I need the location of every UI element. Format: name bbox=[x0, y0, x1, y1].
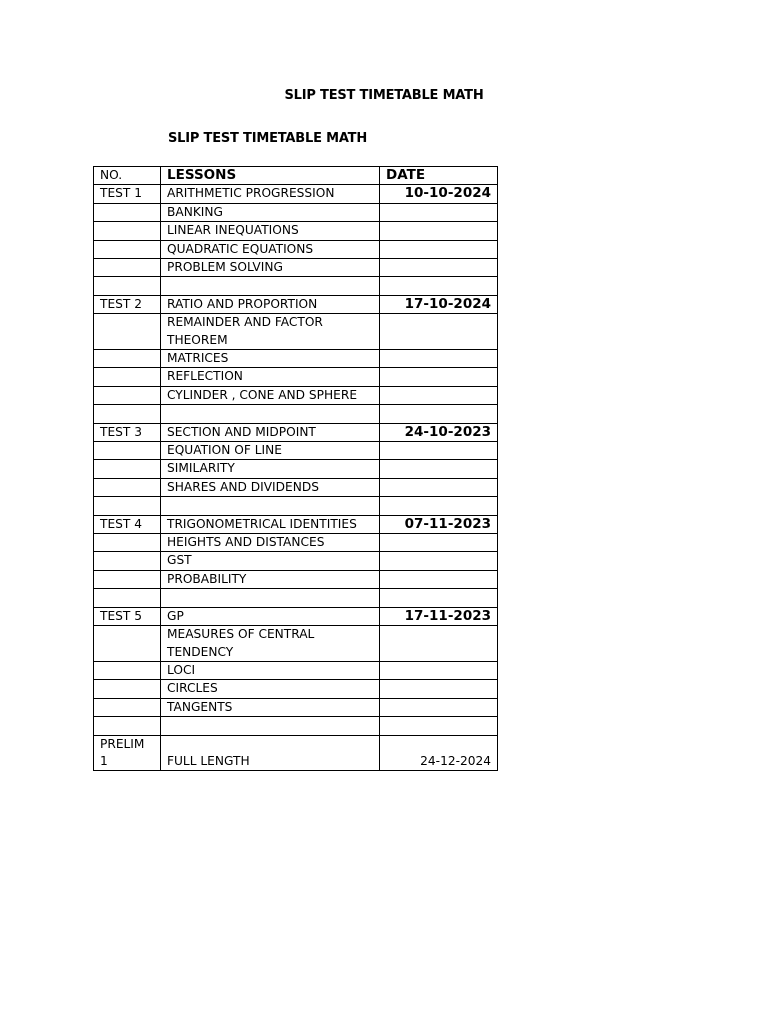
test-number bbox=[94, 570, 161, 588]
lesson-name: CYLINDER , CONE AND SPHERE bbox=[161, 386, 380, 404]
table-row bbox=[94, 570, 498, 588]
lesson-name: MEASURES OF CENTRAL TENDENCY bbox=[161, 626, 380, 662]
test-date bbox=[380, 497, 498, 515]
test-number: TEST 4 bbox=[94, 515, 161, 533]
lesson-name: HEIGHTS AND DISTANCES bbox=[161, 534, 380, 552]
table-row bbox=[94, 405, 498, 423]
test-date bbox=[380, 442, 498, 460]
test-date bbox=[380, 661, 498, 679]
test-date bbox=[380, 259, 498, 277]
table-row bbox=[94, 534, 498, 552]
test-date bbox=[380, 460, 498, 478]
test-number bbox=[94, 277, 161, 295]
test-number bbox=[94, 314, 161, 350]
test-date bbox=[380, 405, 498, 423]
test-number bbox=[94, 534, 161, 552]
test-date bbox=[380, 680, 498, 698]
table-row bbox=[94, 552, 498, 570]
test-date bbox=[380, 534, 498, 552]
lesson-name: FULL LENGTH bbox=[161, 735, 380, 771]
table-row bbox=[94, 442, 498, 460]
table-row bbox=[94, 698, 498, 716]
table-row bbox=[94, 661, 498, 679]
test-number bbox=[94, 442, 161, 460]
test-number: PRELIM 1 bbox=[94, 735, 161, 771]
test-number bbox=[94, 222, 161, 240]
lesson-name: ARITHMETIC PROGRESSION bbox=[161, 185, 380, 203]
lesson-name bbox=[161, 589, 380, 607]
test-number bbox=[94, 460, 161, 478]
table-row bbox=[94, 295, 498, 313]
test-date bbox=[380, 350, 498, 368]
test-date bbox=[380, 552, 498, 570]
test-date bbox=[380, 386, 498, 404]
table-row bbox=[94, 497, 498, 515]
test-date bbox=[380, 314, 498, 350]
test-number: TEST 1 bbox=[94, 185, 161, 203]
lesson-name bbox=[161, 405, 380, 423]
table-row bbox=[94, 185, 498, 203]
lesson-name: SHARES AND DIVIDENDS bbox=[161, 478, 380, 496]
test-date bbox=[380, 277, 498, 295]
table-header-row bbox=[94, 167, 498, 185]
header-no: NO. bbox=[94, 167, 161, 185]
table-row bbox=[94, 222, 498, 240]
test-number bbox=[94, 626, 161, 662]
test-date bbox=[380, 203, 498, 221]
table-row bbox=[94, 478, 498, 496]
lesson-name: EQUATION OF LINE bbox=[161, 442, 380, 460]
test-date: 17-11-2023 bbox=[380, 607, 498, 625]
test-date: 10-10-2024 bbox=[380, 185, 498, 203]
test-date bbox=[380, 589, 498, 607]
lesson-name: REMAINDER AND FACTOR THEOREM bbox=[161, 314, 380, 350]
test-date bbox=[380, 570, 498, 588]
test-number: TEST 5 bbox=[94, 607, 161, 625]
table-row bbox=[94, 423, 498, 441]
test-number bbox=[94, 698, 161, 716]
table-row bbox=[94, 626, 498, 662]
test-date: 17-10-2024 bbox=[380, 295, 498, 313]
table-row bbox=[94, 240, 498, 258]
test-date bbox=[380, 368, 498, 386]
table-row bbox=[94, 607, 498, 625]
test-number bbox=[94, 259, 161, 277]
lesson-name: RATIO AND PROPORTION bbox=[161, 295, 380, 313]
table-row bbox=[94, 277, 498, 295]
page-title: SLIP TEST TIMETABLE MATH bbox=[284, 88, 484, 103]
lesson-name bbox=[161, 277, 380, 295]
test-date bbox=[380, 240, 498, 258]
lesson-name bbox=[161, 717, 380, 735]
table-title: SLIP TEST TIMETABLE MATH bbox=[168, 131, 368, 146]
test-number bbox=[94, 717, 161, 735]
test-number bbox=[94, 552, 161, 570]
test-number bbox=[94, 478, 161, 496]
test-number bbox=[94, 203, 161, 221]
lesson-name: CIRCLES bbox=[161, 680, 380, 698]
lesson-name: LOCI bbox=[161, 661, 380, 679]
lesson-name bbox=[161, 497, 380, 515]
test-date bbox=[380, 698, 498, 716]
lesson-name: PROBABILITY bbox=[161, 570, 380, 588]
table-row bbox=[94, 368, 498, 386]
test-number bbox=[94, 497, 161, 515]
lesson-name: TANGENTS bbox=[161, 698, 380, 716]
test-number bbox=[94, 661, 161, 679]
lesson-name: QUADRATIC EQUATIONS bbox=[161, 240, 380, 258]
test-number bbox=[94, 350, 161, 368]
lesson-name: SIMILARITY bbox=[161, 460, 380, 478]
lesson-name: GP bbox=[161, 607, 380, 625]
table-row bbox=[94, 735, 498, 771]
test-date bbox=[380, 717, 498, 735]
test-number: TEST 2 bbox=[94, 295, 161, 313]
header-date: DATE bbox=[380, 167, 498, 185]
table-row bbox=[94, 203, 498, 221]
test-number: TEST 3 bbox=[94, 423, 161, 441]
test-date bbox=[380, 222, 498, 240]
lesson-name: GST bbox=[161, 552, 380, 570]
table-row bbox=[94, 386, 498, 404]
test-number bbox=[94, 680, 161, 698]
test-number bbox=[94, 405, 161, 423]
test-number bbox=[94, 240, 161, 258]
header-lessons: LESSONS bbox=[161, 167, 380, 185]
timetable-table bbox=[93, 166, 498, 771]
lesson-name: PROBLEM SOLVING bbox=[161, 259, 380, 277]
test-date bbox=[380, 478, 498, 496]
lesson-name: SECTION AND MIDPOINT bbox=[161, 423, 380, 441]
test-number bbox=[94, 368, 161, 386]
lesson-name: MATRICES bbox=[161, 350, 380, 368]
table-row bbox=[94, 259, 498, 277]
test-date: 07-11-2023 bbox=[380, 515, 498, 533]
test-date: 24-10-2023 bbox=[380, 423, 498, 441]
test-date bbox=[380, 626, 498, 662]
lesson-name: TRIGONOMETRICAL IDENTITIES bbox=[161, 515, 380, 533]
lesson-name: REFLECTION bbox=[161, 368, 380, 386]
table-row bbox=[94, 515, 498, 533]
test-number bbox=[94, 386, 161, 404]
lesson-name: BANKING bbox=[161, 203, 380, 221]
table-row bbox=[94, 314, 498, 350]
lesson-name: LINEAR INEQUATIONS bbox=[161, 222, 380, 240]
table-row bbox=[94, 680, 498, 698]
table-row bbox=[94, 460, 498, 478]
table-row bbox=[94, 717, 498, 735]
test-number bbox=[94, 589, 161, 607]
table-row bbox=[94, 350, 498, 368]
table-row bbox=[94, 589, 498, 607]
test-date: 24-12-2024 bbox=[380, 735, 498, 771]
